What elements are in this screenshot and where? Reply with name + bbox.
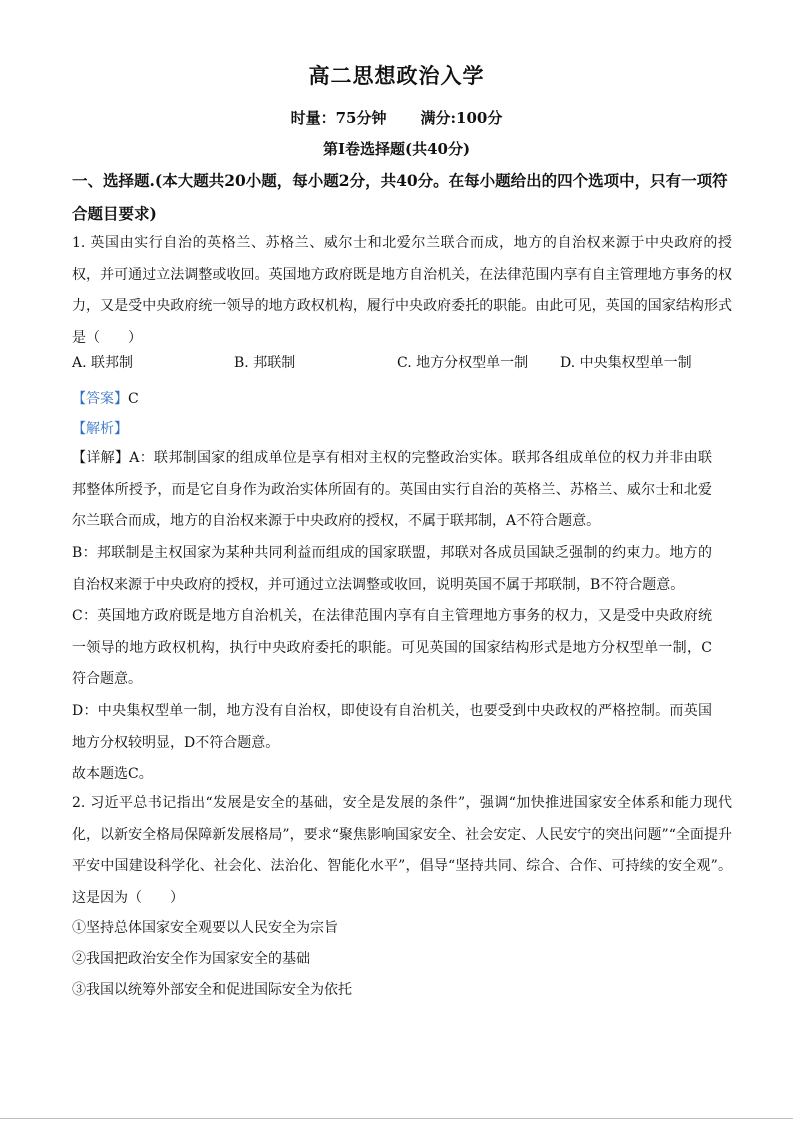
- analysis-tag: 【解析】: [72, 421, 128, 437]
- detail-b: B：邦联制是主权国家为某种共同利益而组成的国家联盟，邦联对各成员国缺乏强制的约束力。地方的自治权来源于中央政府的授权，并可通过立法调整或收回，说明英国不属于邦联制，B不符合题意。: [72, 545, 712, 593]
- statement-1: ①坚持总体国家安全观要以人民安全为宗旨: [72, 920, 338, 936]
- exam-time: 时量：75分钟: [290, 109, 387, 127]
- question-2-stem: 2. 习近平总书记指出“发展是安全的基础，安全是发展的条件”，强调“加快推进国家安全体系和能力现代化，以新安全格局保障新发展格局”，要求“聚焦影响国家安全、社会安定、人民安宁的突出问题”“全面提升平安中国建设科学化、社会化、法治化、智能化水平”，倡导“坚持共同、综合、合作、可持续的安全观”。这是因为（ ）: [72, 795, 732, 906]
- option-c: C. 地方分权型单一制: [397, 355, 529, 371]
- exam-score: 满分:100分: [420, 109, 503, 127]
- part-heading: 第Ⅰ卷选择题(共40分): [322, 140, 471, 158]
- exam-meta: [0, 107, 793, 128]
- detail-a: 【详解】A：联邦制国家的组成单位是享有相对主权的完整政治实体。联邦各组成单位的权力并非由联邦整体所授予，而是它自身作为政治实体所固有的。英国由实行自治的英格兰、苏格兰、威尔士和北爱尔兰联合而成，地方的自治权来源于中央政府的授权，不属于联邦制，A不符合题意。: [72, 450, 712, 529]
- detail-c: C：英国地方政府既是地方自治机关，在法律范围内享有自主管理地方事务的权力，又是受中央政府统一领导的地方政权机构，执行中央政府委托的职能。可见英国的国家结构形式是地方分权型单一制，C符合题意。: [72, 608, 712, 687]
- page-title: 高二思想政治入学: [308, 63, 485, 88]
- statement-3: ③我国以统筹外部安全和促进国际安全为依托: [72, 982, 352, 998]
- answer-tag: 【答案】: [72, 391, 128, 407]
- option-a: A. 联邦制: [72, 355, 134, 371]
- answer-value: C: [128, 391, 139, 407]
- statement-2: ②我国把政治安全作为国家安全的基础: [72, 951, 310, 967]
- conclusion: 故本题选C。: [72, 766, 153, 782]
- section-heading: 一、选择题.(本大题共20小题，每小题2分，共40分。在每小题给出的四个选项中，只有一项符合题目要求): [72, 171, 728, 223]
- answer-line: [72, 389, 139, 409]
- question-1-options: [72, 352, 732, 376]
- option-d: D. 中央集权型单一制: [560, 355, 692, 371]
- page-bottom-rule: [0, 1118, 793, 1119]
- option-b: B. 邦联制: [234, 355, 296, 371]
- detail-d: D：中央集权型单一制，地方没有自治权，即使设有自治机关，也要受到中央政权的严格控制。而英国地方分权较明显，D不符合题意。: [72, 703, 712, 751]
- question-1-stem: 1. 英国由实行自治的英格兰、苏格兰、威尔士和北爱尔兰联合而成，地方的自治权来源于中央政府的授权，并可通过立法调整或收回。英国地方政府既是地方自治机关，在法律范围内享有自主管理地方事务的权力，又是受中央政府统一领导的地方政权机构，履行中央政府委托的职能。由此可见，英国的国家结构形式是（ ）: [72, 235, 732, 346]
